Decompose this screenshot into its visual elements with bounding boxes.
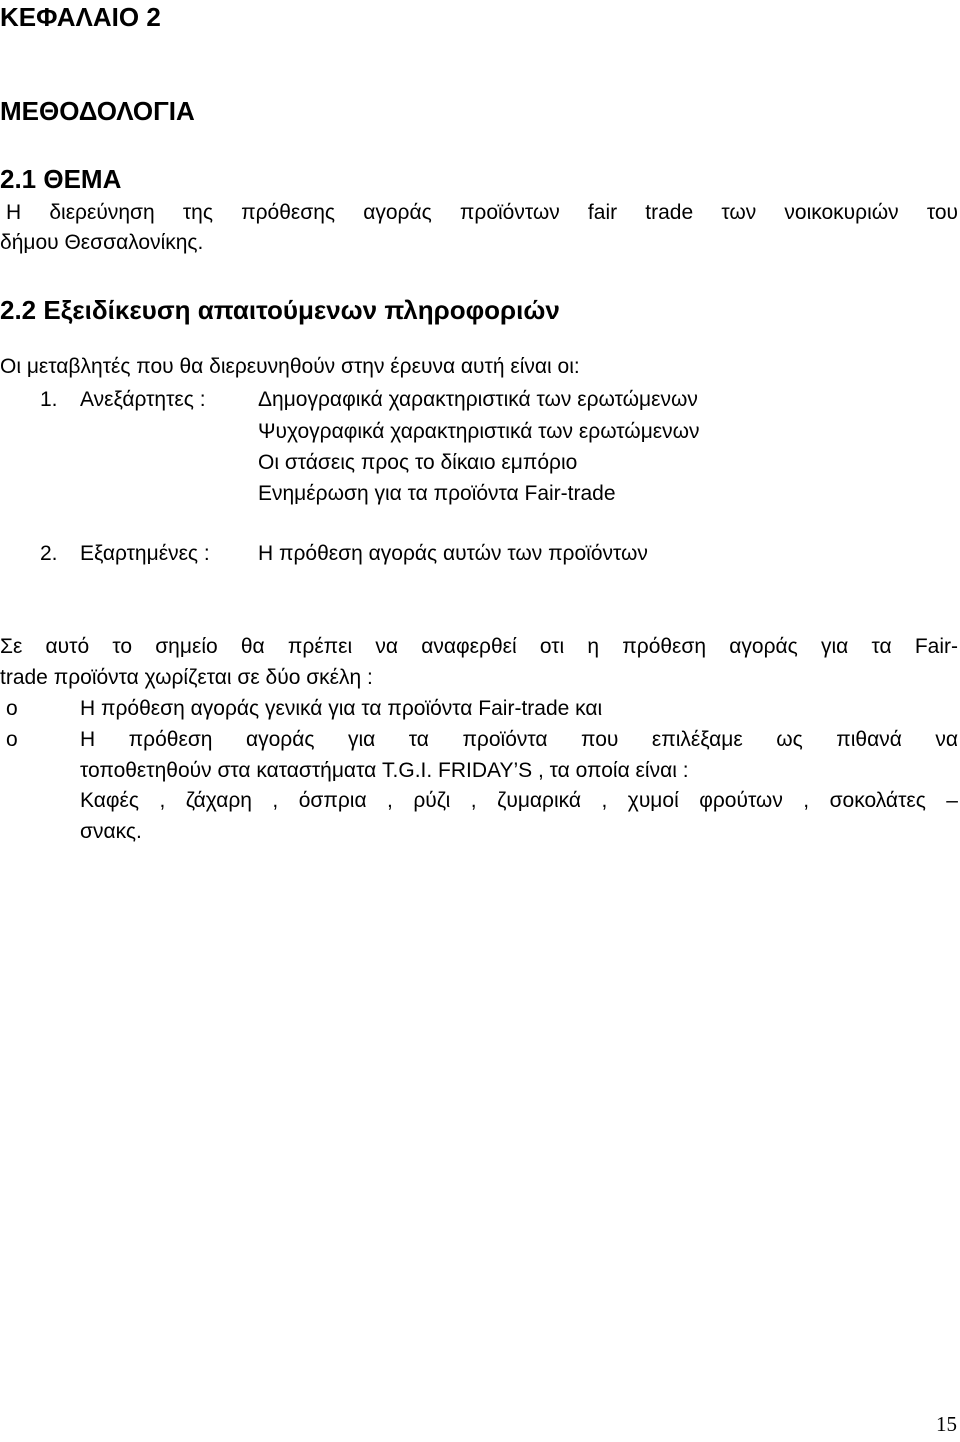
bullet-2-line-2: τοποθετηθούν στα καταστήματα T.G.I. FRIDAY’S , τα οποία είναι : [80, 759, 689, 782]
dependent-item: Η πρόθεση αγοράς αυτών των προϊόντων [258, 542, 648, 565]
dependent-label: Εξαρτημένες : [80, 542, 210, 565]
independent-item-4: Ενημέρωση για τα προϊόντα Fair-trade [258, 482, 616, 505]
variables-intro: Οι μεταβλητές που θα διερευνηθούν στην έρευνα αυτή είναι οι: [0, 355, 580, 378]
section-2-1-heading: 2.1 ΘΕΜΑ [0, 164, 122, 194]
bullet-2-line-3: Καφές , ζάχαρη , όσπρια , ρύζι , ζυμαρικά , χυμοί φρούτων , σοκολάτες – [80, 789, 958, 812]
section-2-1-text-line-2: δήμου Θεσσαλονίκης. [0, 231, 204, 254]
chapter-heading: ΚΕΦΑΛΑΙΟ 2 [0, 2, 161, 32]
bullet-1-text: Η πρόθεση αγοράς γενικά για τα προϊόντα Fair-trade και [80, 697, 603, 720]
bullet-marker-1: o [6, 697, 18, 720]
independent-item-3: Οι στάσεις προς το δίκαιο εμπόριο [258, 451, 578, 474]
section-2-2-heading: 2.2 Εξειδίκευση απαιτούμενων πληροφοριών [0, 295, 560, 325]
bullet-2-line-4: σνακς. [80, 820, 142, 843]
page-number: 15 [936, 1412, 957, 1436]
paragraph-line-2: trade προϊόντα χωρίζεται σε δύο σκέλη : [0, 666, 373, 689]
independent-label: Ανεξάρτητες : [80, 388, 206, 411]
section-2-1-text-line-1: Η διερεύνηση της πρόθεσης αγοράς προϊόντων fair trade των νοικοκυριών του [6, 201, 958, 224]
independent-item-1: Δημογραφικά χαρακτηριστικά των ερωτώμενων [258, 388, 698, 411]
dependent-number: 2. [40, 542, 58, 565]
independent-item-2: Ψυχογραφικά χαρακτηριστικά των ερωτώμενων [258, 420, 700, 443]
paragraph-line-1: Σε αυτό το σημείο θα πρέπει να αναφερθεί οτι η πρόθεση αγοράς για τα Fair- [0, 635, 958, 658]
bullet-2-line-1: Η πρόθεση αγοράς για τα προϊόντα που επιλέξαμε ως πιθανά να [80, 728, 958, 751]
document-title: ΜΕΘΟΔΟΛΟΓΙΑ [0, 96, 195, 126]
bullet-marker-2: o [6, 728, 18, 751]
independent-number: 1. [40, 388, 58, 411]
